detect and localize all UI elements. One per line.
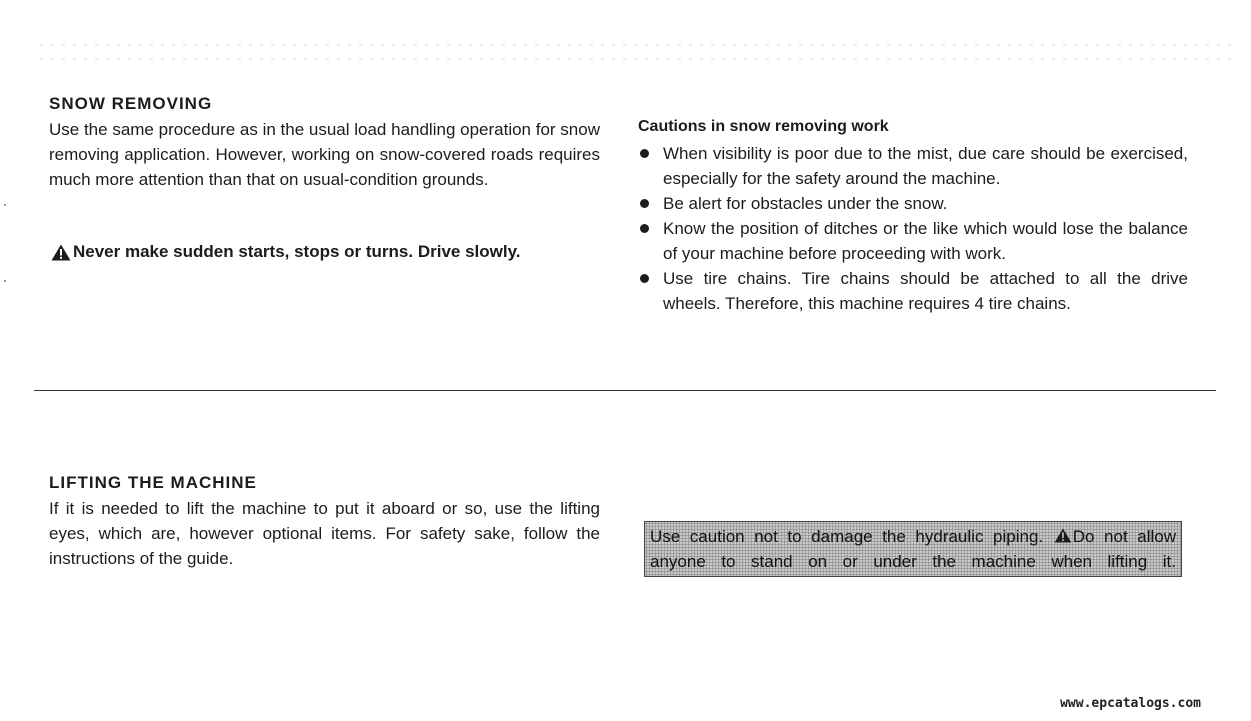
lifting-caution-box (644, 521, 1182, 577)
section-divider (34, 390, 1216, 391)
snow-removing-warning (51, 242, 521, 262)
list-item (639, 191, 1188, 216)
caution-item-text: Know the position of ditches or the like which would lose the balance of your machine before proceeding with work. (663, 219, 1188, 263)
bullet-icon (640, 199, 649, 208)
snow-removing-warning-text: Never make sudden starts, stops or turns. Drive slowly. (73, 242, 521, 261)
caution-item-text: Use tire chains. Tire chains should be attached to all the drive wheels. Therefore, this machine requires 4 tire chains. (663, 269, 1188, 313)
lifting-caution-text-2: Do not allow anyone to stand on or under the machine when lifting it. (650, 527, 1176, 571)
warning-triangle-icon (1054, 528, 1072, 543)
cautions-heading: Cautions in snow removing work (638, 118, 889, 135)
cautions-list (639, 141, 1188, 316)
lifting-caution-text-1: Use caution not to damage the hydraulic piping. (650, 527, 1044, 546)
list-item (639, 216, 1188, 266)
lifting-body: If it is needed to lift the machine to put it aboard or so, use the lifting eyes, which are, however optional items. For safety sake, follow the instructions of the guide. (49, 499, 600, 568)
scan-speck (4, 204, 6, 206)
bullet-icon (640, 274, 649, 283)
snow-removing-body: Use the same procedure as in the usual load handling operation for snow removing application. However, working on snow-covered roads requires much more attention than that on usual-condition grounds. (49, 120, 600, 189)
warning-triangle-icon (51, 244, 71, 261)
faint-bleed-through-text (40, 44, 1235, 74)
list-item (639, 266, 1188, 316)
scan-speck (4, 280, 6, 282)
bullet-icon (640, 149, 649, 158)
footer-watermark-url: www.epcatalogs.com (1060, 696, 1201, 711)
bullet-icon (640, 224, 649, 233)
list-item (639, 141, 1188, 191)
caution-item-text: Be alert for obstacles under the snow. (663, 194, 948, 213)
snow-removing-heading: SNOW REMOVING (49, 94, 213, 113)
lifting-heading: LIFTING THE MACHINE (49, 473, 257, 492)
caution-item-text: When visibility is poor due to the mist, due care should be exercised, especially for the safety around the machine. (663, 144, 1188, 188)
